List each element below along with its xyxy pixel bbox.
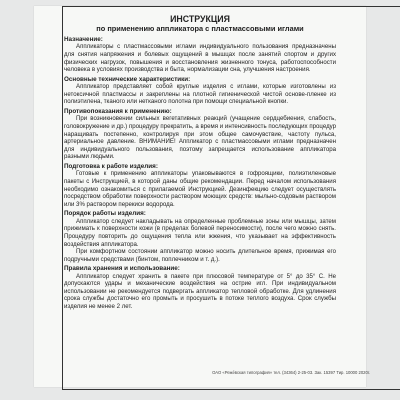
section-heading: Правила хранения и использование:	[64, 265, 180, 273]
section-heading: Подготовка к работе изделия:	[64, 162, 158, 170]
section-paragraph: Аппликатор представляет собой круглые изделия с иглами, которые изготовлены из нетоксичной пластмассы и закреплены на плотной гигиенической чистой основе-пленке из полиэтилена, тканого или нетканого полотна при помощи специальной кнопки.	[64, 83, 336, 106]
section	[64, 108, 336, 161]
document-title: ИНСТРУКЦИЯ	[170, 14, 230, 24]
instruction-content	[64, 14, 336, 311]
section-paragraph: Аппликатор следует хранить в пакете при плюсовой температуре от 5° до 35° С. Не допускаются удары и механические воздействия на острие игл. При индивидуальном использовании не рекомендуется подвергать аппликатор тепловой обработке. Для удлинения срока службы достаточно его промыть и просушить в потоке теплого воздуха. Срок службы изделия не менее 2 лет.	[64, 272, 336, 311]
section-paragraph: При возникновении сильных вегетативных реакций (учащение сердцебиения, слабость, головокружение и др.) процедуру прекратить, а время и интенсивность последующих процедур наращивать постепенно, контролируя при этом общее самочувствие, частоту пульса, артериальное давление. ВНИМАНИЕ! Аппликатор с пластмассовыми иглами предназначен для индивидуального пользования, поэтому запрещается использование аппликатора разными людьми.	[64, 115, 336, 161]
section-heading: Основные технические характеристики:	[64, 75, 191, 83]
section	[64, 265, 336, 310]
section-paragraph: Аппликатор следует накладывать на определенные проблемные зоны или мышцы, затем прижимать к поверхности кожи (в пределах болевой переносимости), после чего можно снять. Процедуру повторить до ощущения тепла или жжения, что указывает на эффективность воздействия аппликатора.	[64, 217, 336, 248]
document-subtitle: по применению аппликатора с пластмассовыми иглами	[96, 24, 304, 33]
section	[64, 163, 336, 208]
section-heading: Противопоказания к применению:	[64, 107, 172, 115]
section-heading: Порядок работы изделия:	[64, 210, 146, 218]
printer-footer: ОАО «Реже́вская типография» тел. (34364) 2-25-03. Зак. 15397 Тир. 10000 2020г.	[212, 370, 370, 375]
section	[64, 36, 336, 74]
section-paragraph: Аппликаторы с пластмассовыми иглами индивидуального пользования предназначены для снятия напряжения и болевых ощущений в мышцах после занятий спортом и других физических нагрузок, повышения и восстановления жизненного тонуса, работоспособности человека в условиях производства и быта, нормализации сна, улучшения настроения.	[64, 43, 336, 74]
section-paragraph: Готовые к применению аппликаторы упаковываются в гофроящики, полиэтиленовые пакеты с Инструкцией, в которой даны общие рекомендации. Перед началом использования необходимо ознакомиться с прилагаемой Инструкцией. Дезинфекцию следует осуществлять посредством обработки поверхности раствором моющих средств: мыльно-содовым раствором или 3% раствором перекиси водорода.	[64, 170, 336, 208]
section	[64, 210, 336, 263]
section	[64, 76, 336, 106]
section-paragraph: При комфортном состоянии аппликатор можно носить длительное время, прижимая его подручными средствами (бинтом, поплечником и т. д.).	[64, 248, 336, 263]
section-heading: Назначение:	[64, 36, 103, 43]
sections-container	[64, 36, 336, 311]
